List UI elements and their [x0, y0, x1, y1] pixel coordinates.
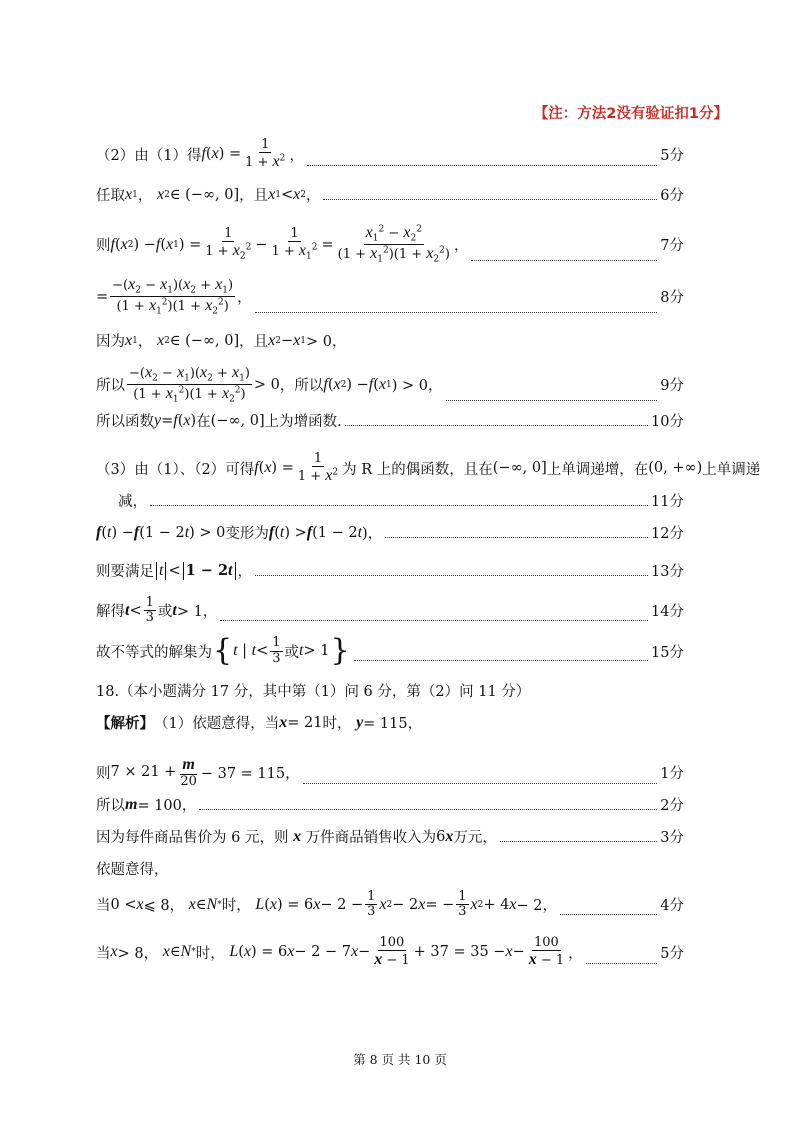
line-text: 万件商品销售收入为 [305, 830, 437, 846]
score-label: 7分 [660, 238, 684, 255]
leader-dots [446, 400, 658, 401]
line-transform: f ( t ) − f (1 − 2 t ) > 0 变形为 f ( t ) > f (1 − 2 t )， 12分 [96, 523, 684, 542]
line-decreasing [118, 490, 684, 511]
line-equation-m: 则 7 × 21 + $\frac{m}{20}$ − 37 = 115， 1分 [96, 756, 684, 789]
score-label: 10分 [651, 414, 684, 430]
line-part3-start: （3）由（1）、（2）可得 f ( x ) = $\frac{1}{1 + x^2}$ 为 R 上的偶函数，且在 (−∞, 0] 上单调递增，在 (0, +∞) 上单调递 [96, 451, 761, 485]
line-take-x1-x2: 任取 x 1 ， x 2 ∈ (−∞, 0] ，且 x 1 < x 2 ， 6分 [96, 185, 684, 204]
line-factored: = $\frac{-(x_2 - x_1)(x_2 + x_1)}{(1 + x_1^2)(1 + x_2^2)}$ ， 8分 [96, 276, 684, 318]
score-label: 2分 [660, 798, 684, 814]
line-text: 万元， [453, 830, 497, 846]
line-increasing: 所以函数 y = f ( x ) 在 (−∞, 0] 上为增函数. 10分 [96, 411, 684, 430]
line-text: 或 [157, 604, 173, 621]
score-label: 6分 [660, 188, 684, 204]
line-solution-set: 故不等式的解集为 { t | t < $\frac{1}{3}$ 或 t > 1 } 15分 [96, 633, 684, 668]
line-because: 因为 x 1 ， x 2 ∈ (−∞, 0] ，且 x 2 − x 1 > 0， [96, 331, 347, 350]
line-text: 解得 [96, 604, 125, 621]
line-text: （3）由（1）、（2）可得 [96, 461, 255, 478]
line-text: 因为 [96, 334, 125, 350]
line-solution: 解得 t < $\frac{1}{3}$ 或 t > 1， 14分 [96, 595, 684, 626]
line-text: 为 R 上的偶函数，且在 [342, 461, 493, 478]
line-case-small-x: 当 0 < x ⩽ 8， x ∈ N * 时， L ( x ) = 6 x − 2 − $\frac{1}{3}$ x 2 − 2 x = − $\frac{1}{3}$ x 2 + 4 x − 2， 4分 [96, 889, 684, 920]
line-text: 因为每件商品售价为 6 元，则 [96, 830, 289, 846]
fraction: $\frac{m}{20}$ [180, 756, 197, 789]
fraction: $\frac{1}{1 + x^2}$ [297, 451, 339, 485]
line-text: 依题意得， [96, 862, 169, 878]
line-text: 上为增函数. [264, 414, 342, 430]
score-label: 14分 [651, 604, 684, 621]
leader-dots [586, 963, 658, 964]
leader-dots [150, 505, 648, 506]
score-label: 11分 [651, 494, 684, 510]
fraction: $\frac{1}{3}$ [272, 635, 281, 666]
line-text: 当 [96, 898, 111, 915]
leader-dots [560, 914, 657, 915]
line-text: 减， [118, 494, 147, 510]
line-text: （1）依题意得，当 [154, 716, 280, 732]
line-text: ，且 [239, 188, 269, 204]
line-m-value: 所以 m = 100， 2分 [96, 795, 684, 814]
fraction: $\frac{100}{x - 1}$ [528, 935, 565, 969]
page-footer: 第 8 页 共 10 页 [353, 1052, 447, 1067]
line-therefore-positive: 所以 $\frac{-(x_2 - x_1)(x_2 + x_1)}{(1 + x_1^2)(1 + x_2^2)}$ > 0 ，所以 f ( x 2 ) − f ( x 1 ) > 0， 9分 [96, 364, 684, 406]
score-label: 12分 [651, 526, 684, 542]
leader-dots [323, 199, 657, 200]
fraction: $\frac{1}{1 + x_1^2}$ [271, 226, 318, 262]
line-revenue: 因为每件商品售价为 6 元，则 x 万件商品销售收入为 6 x 万元， 3分 [96, 827, 684, 846]
score-label: 4分 [660, 898, 684, 915]
fraction: $\frac{1}{1 + x_2^2}$ [205, 226, 252, 262]
leader-dots [500, 841, 657, 842]
line-text: ，且 [239, 334, 269, 350]
line-text: （2）由（1）得 [96, 147, 202, 164]
score-label: 9分 [660, 378, 684, 395]
deduction-note: 【注：方法2没有验证扣1分】 [533, 106, 728, 122]
line-text: 所以函数 [96, 414, 154, 430]
line-text: 所以 [96, 378, 125, 395]
fraction: $\frac{100}{x - 1}$ [374, 935, 410, 969]
line-text: 则 [96, 238, 111, 255]
line-text: 时， [322, 716, 352, 732]
line-according [96, 858, 684, 879]
line-text: 任取 [96, 188, 125, 204]
line-abs-condition: 则要满足 t < 1 − 2t ， 13分 [96, 561, 684, 580]
fraction: $\frac{1}{1 + x^2}$ [245, 137, 286, 171]
leader-dots [255, 575, 648, 576]
score-label: 15分 [651, 644, 684, 661]
fraction: $\frac{-(x_2 - x_1)(x_2 + x_1)}{(1 + x_1^2)(1 + x_2^2)}$ [112, 276, 234, 318]
leader-dots [303, 783, 658, 784]
leader-dots [307, 165, 657, 166]
line-text: 所以 [96, 798, 125, 814]
score-label: 13分 [651, 564, 684, 580]
line-text: 时， [221, 898, 251, 915]
line-difference: 则 f ( x 2 ) − f ( x 1 ) = $\frac{1}{1 + x_2^2}$ − $\frac{1}{1 + x_1^2}$ = $\frac{x_1^2 - x_2^2}{(1 + x_1^2)(1 + x_2^2)}$ ， 7分 [96, 224, 684, 266]
score-label: 5分 [660, 147, 684, 164]
line-case-large-x: 当 x > 8， x ∈ N * 时， L ( x ) = 6 x − 2 − 7 x − $\frac{100}{x - 1}$ + 37 = 35 − x − $\frac{100}{x - 1}$ ， 5分 [96, 935, 684, 969]
line-text: 则 [96, 765, 111, 782]
line-text: 或 [284, 644, 300, 661]
line-text: 上单调递增，在 [546, 461, 649, 478]
score-label: 5分 [660, 945, 684, 962]
score-label: 1分 [660, 765, 684, 782]
line-text: 上单调递 [702, 461, 761, 478]
analysis-label: 【解析】 [96, 715, 154, 732]
score-label: 8分 [660, 290, 684, 307]
fraction: $\frac{1}{3}$ [458, 889, 467, 920]
line-analysis: 【解析】 （1）依题意得，当 x = 21 时， y = 115， [96, 713, 423, 732]
question-18-heading [96, 680, 684, 701]
line-text: 时， [195, 945, 225, 962]
leader-dots [220, 620, 648, 621]
leader-dots [255, 312, 658, 313]
line-part2-start: （2）由（1）得 f ( x ) = $\frac{1}{1 + x^2}$ ， 5分 [96, 137, 684, 171]
leader-dots [354, 660, 648, 661]
line-text: 变形为 [225, 526, 269, 542]
leader-dots [199, 809, 657, 810]
score-label: 3分 [660, 830, 684, 846]
leader-dots [471, 260, 657, 261]
line-text: 则要满足 [96, 564, 154, 580]
line-text: 故不等式的解集为 [96, 644, 212, 661]
fraction: $\frac{x_1^2 - x_2^2}{(1 + x_1^2)(1 + x_2^2)}$ [337, 224, 450, 266]
line-text: 在 [196, 414, 211, 430]
leader-dots [345, 425, 648, 426]
line-text: ，所以 [279, 378, 324, 395]
line-text: 18.（本小题满分 17 分，其中第（1）问 6 分，第（2）问 11 分） [96, 684, 531, 700]
line-text: 当 [96, 945, 111, 962]
fraction: $\frac{1}{3}$ [145, 595, 154, 626]
fraction: $\frac{1}{3}$ [367, 889, 376, 920]
leader-dots [385, 537, 648, 538]
fraction: $\frac{-(x_2 - x_1)(x_2 + x_1)}{(1 + x_1^2)(1 + x_2^2)}$ [129, 364, 250, 406]
